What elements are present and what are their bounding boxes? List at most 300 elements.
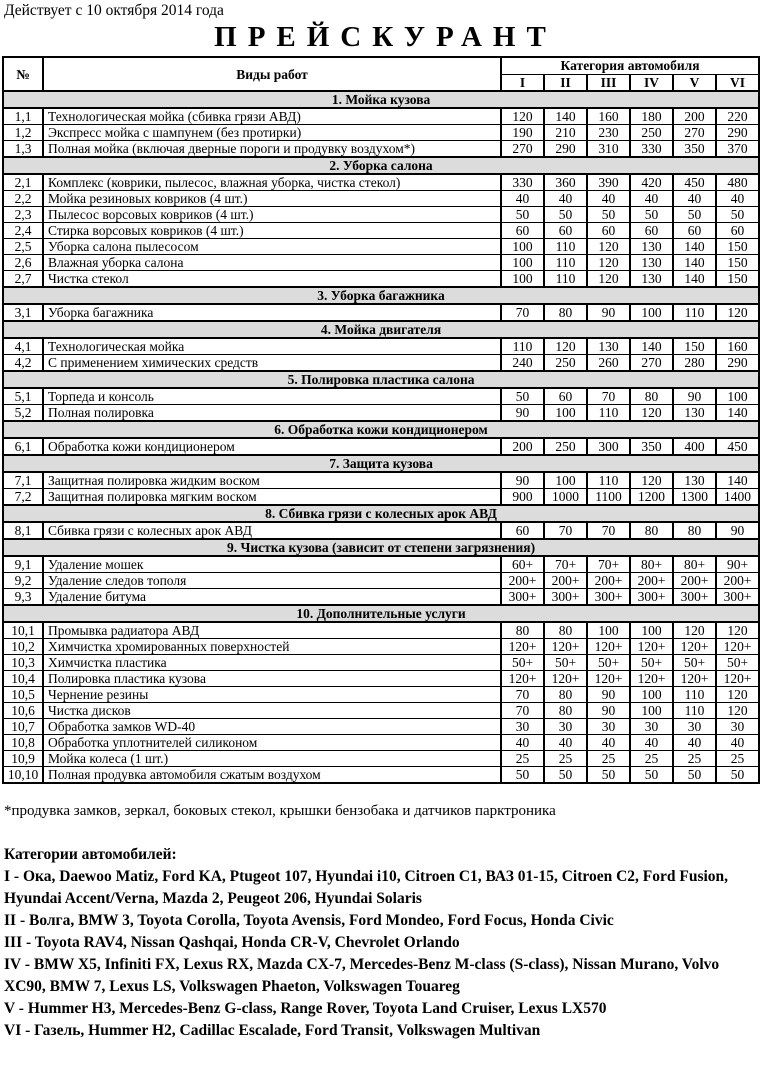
category-description: IV - BMW X5, Infiniti FX, Lexus RX, Mazda CX-7, Mercedes-Benz M-class (S-class), Nissan Murano, Volvo XC90, BMW 7, Lexus LS, Volkswagen Phaeton, Volkswagen Touareg xyxy=(4,956,720,995)
work-name: Удаление мошек xyxy=(43,556,501,573)
section-header-row xyxy=(3,91,759,108)
price-cell: 120 xyxy=(673,622,716,639)
price-cell: 1400 xyxy=(716,489,759,506)
table-row xyxy=(3,223,759,239)
price-table xyxy=(2,56,760,784)
work-name: Полная полировка xyxy=(43,405,501,422)
table-row xyxy=(3,174,759,191)
price-cell: 40 xyxy=(630,735,673,751)
table-row xyxy=(3,767,759,784)
price-cell: 40 xyxy=(716,735,759,751)
price-cell: 120+ xyxy=(501,639,544,655)
price-cell: 110 xyxy=(673,703,716,719)
table-row xyxy=(3,405,759,422)
price-cell: 330 xyxy=(501,174,544,191)
row-number: 7,2 xyxy=(3,489,43,506)
price-cell: 110 xyxy=(587,405,630,422)
price-cell: 60 xyxy=(716,223,759,239)
row-number: 1,3 xyxy=(3,141,43,158)
price-cell: 200+ xyxy=(630,573,673,589)
section-header: 7. Защита кузова xyxy=(3,455,759,472)
price-cell: 40 xyxy=(673,191,716,207)
price-cell: 360 xyxy=(544,174,587,191)
price-cell: 70+ xyxy=(587,556,630,573)
row-number: 10,5 xyxy=(3,687,43,703)
price-cell: 50 xyxy=(501,207,544,223)
price-cell: 50+ xyxy=(587,655,630,671)
price-cell: 250 xyxy=(544,355,587,372)
price-cell: 280 xyxy=(673,355,716,372)
work-name: Промывка радиатора АВД xyxy=(43,622,501,639)
table-row xyxy=(3,573,759,589)
price-cell: 50 xyxy=(716,767,759,784)
section-header-row xyxy=(3,539,759,556)
row-number: 2,4 xyxy=(3,223,43,239)
price-cell: 200+ xyxy=(544,573,587,589)
price-cell: 300+ xyxy=(673,589,716,606)
price-cell: 25 xyxy=(501,751,544,767)
work-name: Сбивка грязи с колесных арок АВД xyxy=(43,522,501,539)
table-row xyxy=(3,671,759,687)
price-cell: 90 xyxy=(587,687,630,703)
section-header: 4. Мойка двигателя xyxy=(3,321,759,338)
price-cell: 50 xyxy=(630,207,673,223)
work-name: Защитная полировка мягким воском xyxy=(43,489,501,506)
row-number: 10,8 xyxy=(3,735,43,751)
price-cell: 120+ xyxy=(716,639,759,655)
row-number: 10,2 xyxy=(3,639,43,655)
price-cell: 30 xyxy=(501,719,544,735)
row-number: 10,6 xyxy=(3,703,43,719)
price-cell: 900 xyxy=(501,489,544,506)
price-cell: 60 xyxy=(501,223,544,239)
price-cell: 300+ xyxy=(544,589,587,606)
table-row xyxy=(3,589,759,606)
price-cell: 290 xyxy=(544,141,587,158)
footnote: *продувка замков, зеркал, боковых стекол, крышки бензобака и датчиков парктроника xyxy=(4,803,556,819)
work-name: Химчистка пластика xyxy=(43,655,501,671)
price-cell: 300 xyxy=(587,438,630,455)
price-cell: 25 xyxy=(544,751,587,767)
price-cell: 100 xyxy=(587,622,630,639)
price-cell: 60 xyxy=(544,388,587,405)
price-cell: 70 xyxy=(501,687,544,703)
price-cell: 420 xyxy=(630,174,673,191)
price-cell: 110 xyxy=(544,239,587,255)
price-cell: 110 xyxy=(501,338,544,355)
page-title: ПРЕЙСКУРАНТ xyxy=(214,21,557,53)
table-row xyxy=(3,472,759,489)
row-number: 2,6 xyxy=(3,255,43,271)
price-cell: 200+ xyxy=(501,573,544,589)
row-number: 9,2 xyxy=(3,573,43,589)
work-name: Влажная уборка салона xyxy=(43,255,501,271)
section-header: 3. Уборка багажника xyxy=(3,287,759,304)
column-header-category-III: III xyxy=(587,74,630,91)
section-header-row xyxy=(3,505,759,522)
category-description: II - Волга, BMW 3, Toyota Corolla, Toyota Avensis, Ford Mondeo, Ford Focus, Honda Civic xyxy=(4,912,614,929)
column-header-number: № xyxy=(3,57,43,91)
section-header: 10. Дополнительные услуги xyxy=(3,605,759,622)
price-cell: 40 xyxy=(716,191,759,207)
section-header-row xyxy=(3,321,759,338)
price-cell: 80 xyxy=(544,304,587,321)
price-cell: 90 xyxy=(716,522,759,539)
price-cell: 50 xyxy=(716,207,759,223)
price-cell: 60 xyxy=(587,223,630,239)
category-description: I - Ока, Daewoo Matiz, Ford KA, Ptugeot 107, Hyundai i10, Citroen C1, ВАЗ 01-15, Citroen C2, Ford Fusion, Hyundai Accent/Verna, Mazda 2, Peugeot 206, Hyundai Solaris xyxy=(4,868,729,907)
row-number: 3,1 xyxy=(3,304,43,321)
price-cell: 40 xyxy=(501,735,544,751)
price-cell: 80 xyxy=(630,522,673,539)
price-cell: 25 xyxy=(673,751,716,767)
price-cell: 120 xyxy=(544,338,587,355)
price-cell: 260 xyxy=(587,355,630,372)
price-cell: 90+ xyxy=(716,556,759,573)
table-row xyxy=(3,207,759,223)
table-row xyxy=(3,655,759,671)
price-cell: 50 xyxy=(544,767,587,784)
price-cell: 100 xyxy=(501,271,544,288)
table-row xyxy=(3,304,759,321)
column-header-category-VI: VI xyxy=(716,74,759,91)
price-cell: 150 xyxy=(716,255,759,271)
price-cell: 290 xyxy=(716,125,759,141)
price-cell: 60 xyxy=(673,223,716,239)
price-cell: 120 xyxy=(587,271,630,288)
price-cell: 140 xyxy=(716,472,759,489)
table-row xyxy=(3,489,759,506)
price-cell: 60 xyxy=(501,522,544,539)
price-cell: 480 xyxy=(716,174,759,191)
price-cell: 80+ xyxy=(630,556,673,573)
work-name: Чернение резины xyxy=(43,687,501,703)
price-cell: 1300 xyxy=(673,489,716,506)
work-name: С применением химических средств xyxy=(43,355,501,372)
price-cell: 330 xyxy=(630,141,673,158)
row-number: 8,1 xyxy=(3,522,43,539)
row-number: 10,4 xyxy=(3,671,43,687)
price-cell: 270 xyxy=(501,141,544,158)
work-name: Обработка уплотнителей силиконом xyxy=(43,735,501,751)
work-name: Обработка кожи кондиционером xyxy=(43,438,501,455)
price-cell: 350 xyxy=(630,438,673,455)
table-row xyxy=(3,388,759,405)
price-cell: 30 xyxy=(673,719,716,735)
price-cell: 130 xyxy=(630,239,673,255)
price-table-body xyxy=(3,91,759,783)
price-cell: 50 xyxy=(587,207,630,223)
price-cell: 150 xyxy=(716,271,759,288)
column-header-category-group: Категория автомобиля xyxy=(501,57,759,74)
work-name: Чистка дисков xyxy=(43,703,501,719)
price-cell: 110 xyxy=(587,472,630,489)
price-cell: 1100 xyxy=(587,489,630,506)
work-name: Уборка багажника xyxy=(43,304,501,321)
work-name: Мойка колеса (1 шт.) xyxy=(43,751,501,767)
work-name: Комплекс (коврики, пылесос, влажная уборка, чистка стекол) xyxy=(43,174,501,191)
price-cell: 25 xyxy=(630,751,673,767)
price-cell: 50 xyxy=(544,207,587,223)
work-name: Удаление битума xyxy=(43,589,501,606)
row-number: 9,1 xyxy=(3,556,43,573)
section-header: 6. Обработка кожи кондиционером xyxy=(3,421,759,438)
price-cell: 100 xyxy=(544,472,587,489)
price-cell: 140 xyxy=(673,239,716,255)
price-cell: 40 xyxy=(673,735,716,751)
table-row xyxy=(3,522,759,539)
price-cell: 450 xyxy=(716,438,759,455)
price-cell: 90 xyxy=(587,304,630,321)
price-cell: 110 xyxy=(544,255,587,271)
price-cell: 120 xyxy=(501,108,544,125)
row-number: 2,1 xyxy=(3,174,43,191)
price-cell: 120 xyxy=(716,687,759,703)
work-name: Технологическая мойка xyxy=(43,338,501,355)
table-row xyxy=(3,271,759,288)
price-cell: 50 xyxy=(587,767,630,784)
price-cell: 30 xyxy=(716,719,759,735)
price-cell: 270 xyxy=(630,355,673,372)
price-cell: 210 xyxy=(544,125,587,141)
price-cell: 130 xyxy=(673,405,716,422)
table-row xyxy=(3,719,759,735)
price-cell: 110 xyxy=(673,687,716,703)
price-cell: 90 xyxy=(501,405,544,422)
section-header: 5. Полировка пластика салона xyxy=(3,371,759,388)
price-cell: 80 xyxy=(673,522,716,539)
price-cell: 100 xyxy=(501,239,544,255)
price-cell: 250 xyxy=(630,125,673,141)
table-header xyxy=(3,57,759,91)
price-cell: 60 xyxy=(630,223,673,239)
section-header: 1. Мойка кузова xyxy=(3,91,759,108)
price-cell: 300+ xyxy=(501,589,544,606)
table-row xyxy=(3,355,759,372)
price-cell: 160 xyxy=(587,108,630,125)
column-header-category-II: II xyxy=(544,74,587,91)
price-cell: 80 xyxy=(630,388,673,405)
price-cell: 120 xyxy=(630,405,673,422)
price-cell: 120+ xyxy=(544,639,587,655)
price-cell: 230 xyxy=(587,125,630,141)
price-cell: 120+ xyxy=(716,671,759,687)
price-cell: 30 xyxy=(630,719,673,735)
price-cell: 70 xyxy=(587,522,630,539)
price-cell: 390 xyxy=(587,174,630,191)
row-number: 5,1 xyxy=(3,388,43,405)
work-name: Торпеда и консоль xyxy=(43,388,501,405)
section-header: 8. Сбивка грязи с колесных арок АВД xyxy=(3,505,759,522)
price-cell: 100 xyxy=(630,687,673,703)
price-cell: 50 xyxy=(673,207,716,223)
price-cell: 50 xyxy=(501,388,544,405)
work-name: Полировка пластика кузова xyxy=(43,671,501,687)
price-cell: 100 xyxy=(716,388,759,405)
price-cell: 310 xyxy=(587,141,630,158)
price-cell: 50+ xyxy=(673,655,716,671)
price-cell: 25 xyxy=(716,751,759,767)
price-cell: 120 xyxy=(716,703,759,719)
price-cell: 300+ xyxy=(630,589,673,606)
price-cell: 90 xyxy=(673,388,716,405)
price-cell: 120+ xyxy=(673,671,716,687)
price-cell: 200+ xyxy=(716,573,759,589)
price-cell: 1200 xyxy=(630,489,673,506)
table-row xyxy=(3,239,759,255)
price-cell: 70 xyxy=(587,388,630,405)
price-cell: 120+ xyxy=(630,639,673,655)
price-cell: 140 xyxy=(544,108,587,125)
row-number: 10,1 xyxy=(3,622,43,639)
table-row xyxy=(3,191,759,207)
section-header-row xyxy=(3,605,759,622)
price-cell: 100 xyxy=(544,405,587,422)
price-cell: 250 xyxy=(544,438,587,455)
price-cell: 80 xyxy=(544,622,587,639)
table-row xyxy=(3,255,759,271)
price-cell: 50 xyxy=(501,767,544,784)
category-description: V - Hummer H3, Mercedes-Benz G-class, Range Rover, Toyota Land Cruiser, Lexus LX570 xyxy=(4,1000,607,1017)
price-cell: 1000 xyxy=(544,489,587,506)
price-cell: 70 xyxy=(501,703,544,719)
price-cell: 180 xyxy=(630,108,673,125)
price-cell: 350 xyxy=(673,141,716,158)
price-cell: 120+ xyxy=(630,671,673,687)
price-cell: 240 xyxy=(501,355,544,372)
price-cell: 120+ xyxy=(501,671,544,687)
price-cell: 40 xyxy=(501,191,544,207)
price-cell: 300+ xyxy=(716,589,759,606)
price-cell: 60+ xyxy=(501,556,544,573)
table-header-row-1 xyxy=(3,57,759,74)
price-cell: 110 xyxy=(544,271,587,288)
price-cell: 200 xyxy=(501,438,544,455)
table-row xyxy=(3,639,759,655)
table-row xyxy=(3,141,759,158)
price-cell: 370 xyxy=(716,141,759,158)
price-cell: 120+ xyxy=(544,671,587,687)
price-cell: 120 xyxy=(630,472,673,489)
price-cell: 80 xyxy=(501,622,544,639)
price-cell: 120+ xyxy=(587,639,630,655)
row-number: 1,2 xyxy=(3,125,43,141)
price-cell: 220 xyxy=(716,108,759,125)
price-cell: 40 xyxy=(544,191,587,207)
price-cell: 130 xyxy=(630,255,673,271)
price-cell: 80 xyxy=(544,687,587,703)
price-cell: 150 xyxy=(673,338,716,355)
price-cell: 200+ xyxy=(587,573,630,589)
price-cell: 40 xyxy=(587,191,630,207)
price-cell: 110 xyxy=(673,304,716,321)
work-name: Пылесос ворсовых ковриков (4 шт.) xyxy=(43,207,501,223)
table-row xyxy=(3,338,759,355)
price-cell: 120 xyxy=(587,255,630,271)
price-cell: 300+ xyxy=(587,589,630,606)
section-header-row xyxy=(3,455,759,472)
price-cell: 140 xyxy=(673,271,716,288)
table-row xyxy=(3,751,759,767)
price-cell: 120 xyxy=(716,622,759,639)
categories-list xyxy=(4,866,758,1042)
price-cell: 400 xyxy=(673,438,716,455)
price-cell: 200 xyxy=(673,108,716,125)
price-cell: 40 xyxy=(544,735,587,751)
row-number: 7,1 xyxy=(3,472,43,489)
price-cell: 120+ xyxy=(673,639,716,655)
table-row xyxy=(3,108,759,125)
work-name: Защитная полировка жидким воском xyxy=(43,472,501,489)
price-cell: 130 xyxy=(630,271,673,288)
price-cell: 50 xyxy=(630,767,673,784)
price-cell: 70+ xyxy=(544,556,587,573)
price-cell: 40 xyxy=(630,191,673,207)
table-row xyxy=(3,687,759,703)
price-cell: 130 xyxy=(587,338,630,355)
table-row xyxy=(3,735,759,751)
price-cell: 70 xyxy=(501,304,544,321)
price-cell: 200+ xyxy=(673,573,716,589)
table-row xyxy=(3,703,759,719)
section-header: 9. Чистка кузова (зависит от степени загрязнения) xyxy=(3,539,759,556)
row-number: 2,2 xyxy=(3,191,43,207)
price-cell: 270 xyxy=(673,125,716,141)
price-cell: 30 xyxy=(544,719,587,735)
price-cell: 50+ xyxy=(630,655,673,671)
section-header-row xyxy=(3,157,759,174)
table-row xyxy=(3,438,759,455)
row-number: 2,7 xyxy=(3,271,43,288)
work-name: Удаление следов тополя xyxy=(43,573,501,589)
work-name: Технологическая мойка (сбивка грязи АВД) xyxy=(43,108,501,125)
row-number: 5,2 xyxy=(3,405,43,422)
price-cell: 100 xyxy=(630,304,673,321)
price-cell: 290 xyxy=(716,355,759,372)
price-cell: 190 xyxy=(501,125,544,141)
price-cell: 450 xyxy=(673,174,716,191)
price-cell: 100 xyxy=(501,255,544,271)
row-number: 2,5 xyxy=(3,239,43,255)
row-number: 10,10 xyxy=(3,767,43,784)
categories-heading: Категории автомобилей: xyxy=(4,846,177,863)
work-name: Обработка замков WD-40 xyxy=(43,719,501,735)
row-number: 10,3 xyxy=(3,655,43,671)
price-cell: 120 xyxy=(587,239,630,255)
work-name: Стирка ворсовых ковриков (4 шт.) xyxy=(43,223,501,239)
work-name: Полная мойка (включая дверные пороги и продувку воздухом*) xyxy=(43,141,501,158)
price-cell: 40 xyxy=(587,735,630,751)
column-header-category-V: V xyxy=(673,74,716,91)
price-cell: 130 xyxy=(673,472,716,489)
row-number: 4,1 xyxy=(3,338,43,355)
price-cell: 160 xyxy=(716,338,759,355)
price-cell: 50 xyxy=(673,767,716,784)
row-number: 10,9 xyxy=(3,751,43,767)
price-cell: 120+ xyxy=(587,671,630,687)
price-cell: 120 xyxy=(716,304,759,321)
row-number: 10,7 xyxy=(3,719,43,735)
column-header-category-I: I xyxy=(501,74,544,91)
price-cell: 140 xyxy=(673,255,716,271)
section-header: 2. Уборка салона xyxy=(3,157,759,174)
row-number: 2,3 xyxy=(3,207,43,223)
price-cell: 70 xyxy=(544,522,587,539)
price-cell: 25 xyxy=(587,751,630,767)
price-cell: 50+ xyxy=(501,655,544,671)
table-row xyxy=(3,622,759,639)
price-cell: 140 xyxy=(716,405,759,422)
